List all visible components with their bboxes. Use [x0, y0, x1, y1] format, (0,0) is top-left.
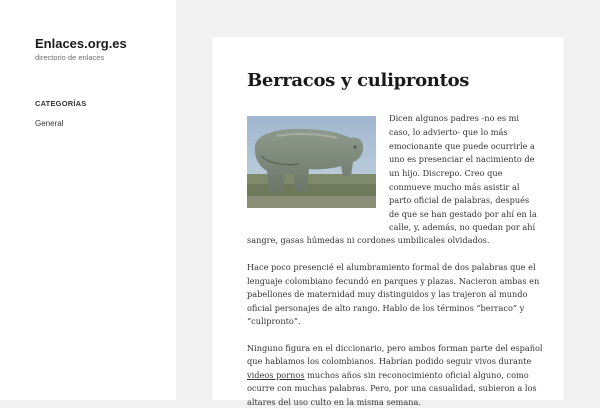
site-description: directorio de enlaces	[35, 53, 105, 62]
paragraph-text-line-with-link	[247, 369, 529, 381]
intro-text-line: uno es presenciar el nacimiento de	[389, 154, 535, 164]
paragraph-text-line: oficial personajes de alto rango. Hablo de los términos “berraco” y	[247, 303, 525, 313]
intro-text-line: sangre, gasas húmedas ni cordones umbilicales olvidados.	[247, 235, 490, 245]
intro-text-line: Dicen algunos padres -no es mi	[389, 113, 520, 123]
sidebar	[0, 0, 176, 400]
videos-link[interactable]: videos pornos	[247, 370, 305, 380]
intro-text-line: conmueve mucho más asistir al	[389, 182, 520, 192]
paragraph-text-line: pabellones de maternidad muy distinguidos y las trajeron al mundo	[247, 289, 528, 299]
category-link-general[interactable]: General	[35, 119, 64, 128]
paragraph-text-line: ocurre con muchas palabras. Pero, por una casualidad, subieron a los	[247, 383, 537, 393]
intro-text-line: de que se han gestado por ahí en la	[389, 209, 537, 219]
post-article	[212, 37, 564, 407]
paragraph-text-line: altares del uso culto en la misma semana.	[247, 397, 421, 407]
paragraph-text-line: lenguaje colombiano fecundó en parques y plazas. Nacieron ambas en	[247, 276, 540, 286]
post-title[interactable]: Berracos y culiprontos	[247, 70, 470, 91]
paragraph-text-line: que hablamos los colombianos. Habrían podido seguir vivos durante	[247, 356, 532, 366]
intro-text-line: parto oficial de palabras, después	[389, 195, 530, 205]
stone-bull-sculpture-image	[247, 116, 376, 208]
paragraph-text-line: “culipronto”.	[247, 316, 301, 326]
intro-text-line: un hijo. Discrepo. Creo que	[389, 168, 503, 178]
paragraph-text-line: Hace poco presencié el alumbramiento formal de dos palabras que el	[247, 262, 536, 272]
categories-widget-title: CATEGORÍAS	[35, 99, 87, 108]
paragraph-text-after-link: muchos años sin reconocimiento oficial alguno, como	[304, 370, 529, 380]
site-title-link[interactable]: Enlaces.org.es	[35, 36, 127, 51]
paragraph-text-line: Ninguno figura en el diccionario, pero ambos forman parte del español	[247, 343, 543, 353]
intro-text-line: emocionante que puede ocurrirle a	[389, 141, 535, 151]
intro-text-line: calle, y, además, no quedan por ahí	[389, 222, 536, 232]
intro-text-line: caso, lo advierto- que lo más	[389, 127, 508, 137]
